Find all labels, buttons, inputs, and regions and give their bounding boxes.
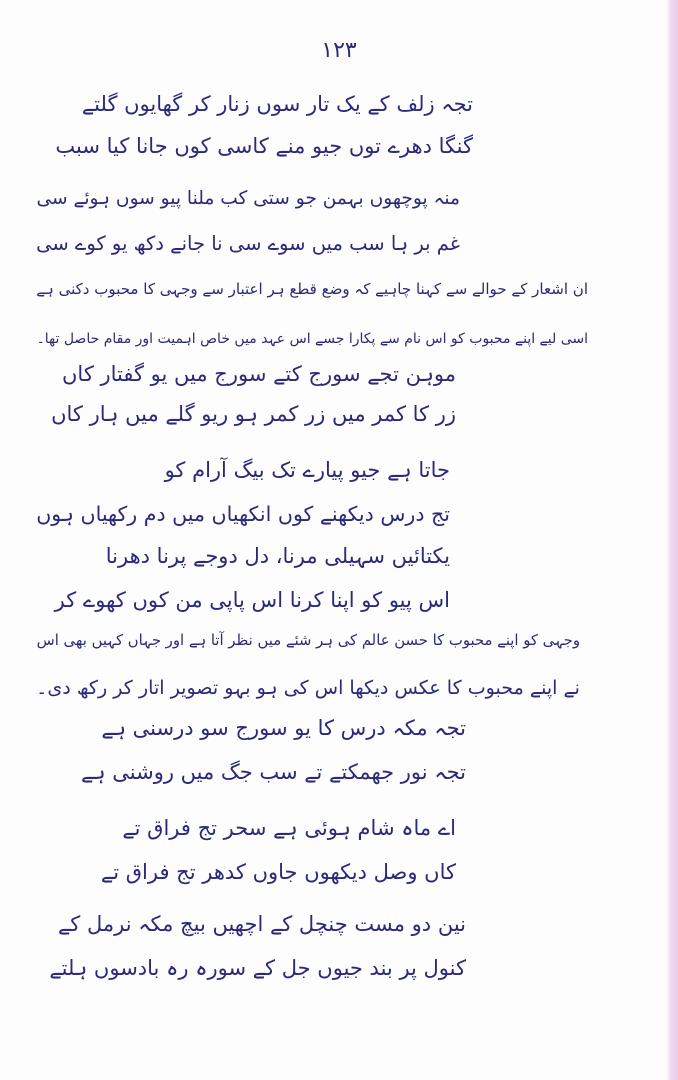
verse-line: اے ماہ شام ہوئی ہے سحر تج فراق تے xyxy=(122,816,456,840)
verse-line: موہن تجے سورج کتے سورج میں یو گفتار کاں xyxy=(62,362,456,386)
verse-line: تجہ نور جھمکتے تے سب جگ میں روشنی ہے xyxy=(80,760,466,784)
prose-line: ان اشعار کے حوالے سے کہنا چاہیے کہ وضع قطع ہر اعتبار سے وجہی کا محبوب دکنی ہے xyxy=(36,280,588,298)
verse-line: منہ پوچھوں بہمن جو ستی کب ملنا پیو سوں ہوئے سی xyxy=(36,188,460,209)
prose-line: نے اپنے محبوب کا عکس دیکھا اس کی ہو بہو تصویر اتار کر رکھ دی۔ xyxy=(36,676,580,699)
verse-line: زر کا کمر میں زر کمر ہو ریو گلے میں ہار کاں xyxy=(51,402,456,426)
page-edge xyxy=(666,0,678,1080)
verse-line: تجہ زلف کے یک تار سوں زنار کر گھایوں گلتے xyxy=(81,92,473,116)
verse-line: گنگا دھرے توں جیو منے کاسی کوں جانا کیا سبب xyxy=(55,134,473,158)
prose-line: اسی لیے اپنے محبوب کو اس نام سے پکارا جسے اس عہد میں خاص اہمیت اور مقام حاصل تھا۔ xyxy=(36,331,588,347)
verse-line: تج درس دیکھنے کوں انکھیاں میں دم رکھیاں ہوں xyxy=(36,502,450,526)
verse-line: کاں وصل دیکھوں جاوں کدھر تج فراق تے xyxy=(100,860,456,884)
page-number: ۱۲۳ xyxy=(321,38,357,63)
verse-line: تجہ مکہ درس کا یو سورج سو درسنی ہے xyxy=(101,716,466,740)
prose-line: وجہی کو اپنے محبوب کا حسن عالم کی ہر شئے میں نظر آتا ہے اور جہاں کہیں بھی اس xyxy=(36,632,580,649)
verse-line: نین دو مست چنچل کے اچھیں بیچ مکہ نرمل کے xyxy=(57,912,466,936)
verse-line: جاتا ہے جیو پیارے تک بیگ آرام کو xyxy=(164,458,450,482)
verse-line: یکتائیں سہیلی مرنا، دل دوجے پرنا دھرنا xyxy=(105,544,450,568)
verse-line: اس پیو کو اپنا کرنا اس پاپی من کوں کھوے کر xyxy=(54,588,450,612)
verse-line: غم بر ہا سب میں سوے سی نا جانے دکھ یو کوے سی xyxy=(36,232,460,255)
verse-line: کنول پر بند جیوں جل کے سورہ رہ بادسوں ہلتے xyxy=(49,956,466,980)
